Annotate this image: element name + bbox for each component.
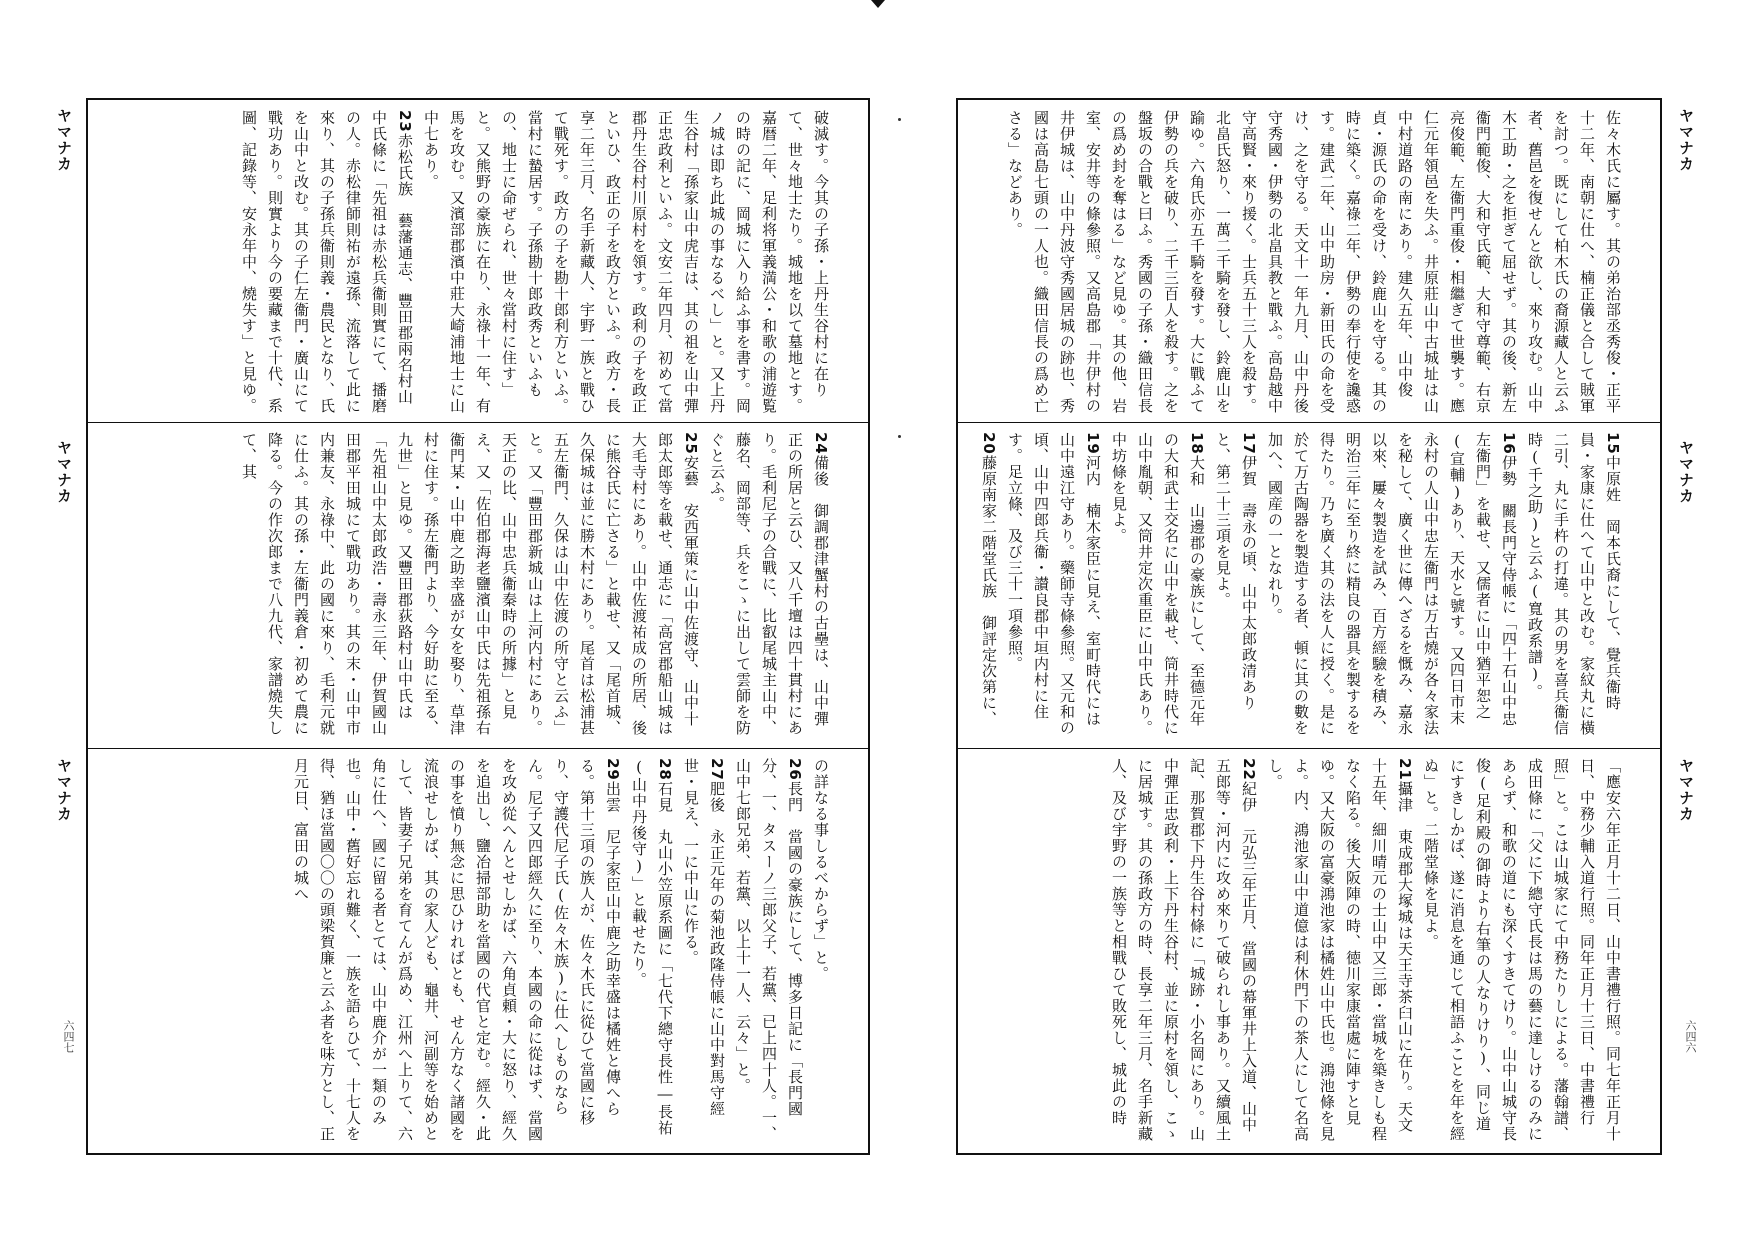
entry-paragraph: 17伊賀 壽永の頃、山中太郎政清ありと、第二十三項を見よ。 [1214,432,1258,711]
entry-number: 15 [1604,432,1622,455]
entry-number: 18 [1188,432,1206,455]
right-band-middle [966,432,1652,738]
entry-paragraph: 22紀伊 元弘三年正月、當國の幕軍井上入道、山中五郎等・河内に攻め來りて破られし事あり。又續風土記、那賀郡下丹生谷村條に「城跡・小名岡にあり。山中彈正忠政利・上下丹生谷村、並に原村を領し、こゝに居城す。其の孫政方の時、長享二年三月、名手新藏人、及び宇野の一族等と相戰ひて敗死し、城此の時 [1110,758,1258,1142]
page-number-right: 六四六 [1684,1020,1697,1053]
section-divider [958,748,1660,749]
entry-paragraph: 24備後 御調郡津蟹村の古壘は、山中彈正の所居と云ひ、又八千壇は四十貫村にあり。毛利尼子の合戰に、比叡尾城主山中、藤名、岡部等、兵をこゝに出して雲師を防ぐと云ふ。 [708,432,830,736]
section-divider [88,748,868,749]
right-band-top [966,110,1652,416]
entry-paragraph: 15中原姓 岡本氏裔にして、覺兵衞時員・家康に仕へて山中と改む。家紋丸に橫二引、丸に手杵の打違。其の男を喜兵衞信時(千之助)と云ふ(寬政系譜)。 [1526,432,1622,736]
entry-paragraph: 26長門 當國の豪族にして、博多日記に「長門國分、一、タスーノ三郎父子、若黨、已上四十人。一、山中七郎兄弟、若黨、以上十一人、云々」と。 [734,758,804,1142]
entry-paragraph: 破滅す。今其の子孫・上丹生谷村に在りて、世々地士たり。城地を以て墓地とす。嘉暦二年、足利将軍義満公・和歌の浦遊覧の時の記に、岡城に入り給ふ事を書す。岡ノ城は即ち此城の事なるべし」と。又上丹生谷村「孫家山中虎吉は、其の祖を山中彈正忠政利といふ。文安二年四月、初めて當郡丹生谷村川原村を領す。政利の子を政正といひ、政正の子を政方といふ。政方・長享二年三月、名手新藏人、宇野一族と戰ひて戰死す。政方の子を勘十郎利方といふ。當村に蟄居す。子孫勘十郎政秀といふもの、地士に命ぜられ、世々當村に住す」と。又熊野の豪族に在り、永祿十一年、有馬を攻む。又濱部郡濱中莊大崎浦地士に山中七あり。 [422,110,830,414]
entry-number: 20 [980,432,998,455]
entry-number: 29 [604,758,622,781]
sidebar-index-label: ヤマナカ [1677,758,1695,822]
entry-number: 17 [1240,432,1258,455]
entry-paragraph: 21攝津 東成郡大塚城は天王寺茶臼山に在り。天文十五年、細川晴元の士山中又三郎・當城を築きしも程なく陷る。後大阪陣の時、徳川家康當處に陣すと見ゆ。又大阪の富豪鴻池家は橘姓山中氏也。鴻池條を見よ。内、鴻池家山中道億は利休門下の茶人にして名高し。 [1266,758,1414,1142]
left-band-bottom [96,758,860,1143]
right-page [956,98,1662,1155]
left-page [86,98,870,1155]
sidebar-index-label: ヤマナカ [55,108,73,172]
section-divider [88,422,868,423]
sidebar-index-label: ヤマナカ [55,440,73,504]
entry-number: 23 [396,110,414,133]
entry-paragraph: 27肥後 永正元年の菊池政隆侍帳に山中對馬守經世・見え、一に中山に作る。 [682,758,726,1117]
entry-paragraph: 29出雲 尼子家臣山中鹿之助幸盛は橘姓と傳へらる。第十三項の族人が、佐々木氏に從ひて當國に移り、守護代尼子氏(佐々木族)に仕へしものならん。尼子又四郎經久に至り、本國の命に從はず、當國を攻め從へんとせしかば、六角貞頼・大に怒り、經久を追出し、鹽冶掃部助を當國の代官と定む。經久・此の事を憤り無念に思ひければとも、せん方なく諸國を流浪せしかば、其の家人ども、龜井、河副等を始めとして、皆妻子兄弟を育てんが爲め、江州へ上りて、六角に仕へ、國に留る者とては、山中鹿介が一類のみ也。山中・舊好忘れ難く、一族を語らひて、十七人を得、猶ほ當國〇〇の頭梁賀廉と云ふ者を味方とし、正月元日、富田の城へ [292,758,622,1142]
entry-number: 28 [656,758,674,781]
entry-paragraph: 28石見 丸山小笠原系圖に「七代下總守長性―長祐(山中丹後守)」と載せたり。 [630,758,674,1136]
entry-number: 27 [708,758,726,781]
entry-number: 26 [786,758,804,781]
sidebar-index-label: ヤマナカ [1677,108,1695,172]
entry-paragraph: 「應安六年正月十二日、山中書禮行照。同七年正月十日、中務少輔入道行照。同年正月十三日、中書禮行照」と。こは山城家にて中務たりしによる。藩翰譜、成田條に「父に下總守氏長は馬の藝に達しけるのみにあらず、和歌の道にも深くすきてけり。山中山城守長俊(足利殿の御時より右筆の人なりけり)、同じ道にすきしかば、遂に消息を通じて相語ふことを年を經ぬ」と。二階堂條を見よ。 [1422,758,1622,1142]
entry-paragraph: 佐々木氏に屬す。其の弟治部丞秀俊・正平十二年、南朝に仕へ、楠正儀と合して賊軍を討つ。既にして柏木氏の裔源藏人と云ふ者、舊邑を復せんと欲し、來り攻む。山中木工助・之を拒ぎて屈せず。其の後、新左衞門範俊、大和守氏範、大和守尊範、右京亮俊範、左衞門重俊・相繼ぎて世襲す。應仁元年領邑を失ふ。井原莊山中古城址は山中村道路の南にあり。建久五年、山中俊貞・源氏の命を受け、鈴鹿山を守る。其の時に築く。嘉祿二年、伊勢の奉行使を讒惑す。建武二年、山中助房・新田氏の命を受け、之を守る。天文十一年九月、山中丹後守秀國・伊勢の北畠具教と戰ふ。高島越中守高賢・來り援く。士兵五十三人を殺す。北畠氏怒り、一萬二千騎を發し、鈴鹿山を踰ゆ。六角氏亦五千騎を發す。大に戰ふて伊勢の兵を破り、二千三百人を殺す。之を盤坂の合戰と曰ふ。秀國の子孫・織田信長の爲め封を奪はる」など見ゆ。其の他、岩室、安井等の條參照。又高島郡「井伊村の井伊城は、山中丹波守秀國居城の跡也、秀國は高島七頭の一人也。織田信長の爲め亡さる」などあり。 [1006,110,1622,414]
sidebar-index-label: ヤマナカ [55,758,73,822]
entry-number: 16 [1500,432,1518,455]
page-number-left: 六四七 [62,1020,75,1053]
print-speck [898,118,901,121]
entry-paragraph: 20藤原南家二階堂氏族 御評定次第に、 [980,432,998,727]
left-band-top [96,110,860,416]
entry-number: 21 [1396,758,1414,781]
sidebar-index-label: ヤマナカ [1677,440,1695,504]
entry-paragraph: 19河内 楠木家臣に見え、室町時代には山中遠江守あり。藥師寺條參照。又元和の頃、山中四郎兵衞・讃良郡中垣内村に住す。足立條、及び三十一項參照。 [1006,432,1102,736]
entry-number: 19 [1084,432,1102,455]
entry-paragraph: 23赤松氏族 藝藩通志、豐田郡兩名村山中氏條に「先祖は赤松兵衞則實にて、播磨の人。赤松律師則祐が遠孫、流落して此に來り、其の子孫兵衞則義・農民となり、氏を山中と改む。其の子仁左衞門・廣山にて戰功あり。則實より今の要藏まで十代、系圖、記錄等、安永年中、燒失す」と見ゆ。 [240,110,414,414]
entry-paragraph: の詳なる事しるべからず」と。 [812,758,830,982]
entry-paragraph: 18大和 山邊郡の豪族にして、至德元年の大和武士交名に山中を載せ、筒井時代に山中胤朝、又筒井定次重臣に山中氏あり。中坊條を見よ。 [1110,432,1206,736]
top-center-mark [871,0,885,8]
entry-number: 24 [812,432,830,455]
right-band-bottom [966,758,1652,1143]
print-speck [898,435,901,438]
entry-number: 22 [1240,758,1258,781]
entry-paragraph: 25安藝 安西軍策に山中佐渡守、山中十郎太郎等を載せ、通志に「高宮郡船山城は大毛寺村にあり。山中佐渡祐成の所居、後に熊谷氏に亡さる」と載せ、又「尾首城、久保城は並に勝木村にあり。尾首は松浦甚五左衞門、久保は山中佐渡の所守と云ふ」と。又「豐田郡新城山は上河内村にあり。天正の比、山中忠兵衞秦時の所據」と見え、又「佐伯郡海老鹽濱山中氏は先祖孫右衞門某・山中鹿之助幸盛が女を娶り、草津村に住す。孫左衞門より、今好助に至る、九世」と見ゆ。又豐田郡荻路村山中氏は「先祖山中太郎政浩・壽永三年、伊賀國山田郡平田城にて戰功あり。其の末・山中市内兼友、永祿中、此の國に來り、毛利元就に仕ふ。其の孫・左衞門義倉・初めて農に降る。今の作次郎まで八九代、家譜燒失して、其 [240,432,700,736]
entry-paragraph: 16伊勢 關長門守侍帳に「四十石山中忠左衞門」を載せ、又儒者に山中猶平恕之(宣輔)あり、天水と號す。又四日市末永村の人山中忠左衞門は万古燒が各々家法を秘して、廣く世に傳へざるを慨み、嘉永以來、屢々製造を試み、百方經驗を積み、明治三年に至り終に精良の器具を製するを得たり。乃ち廣く其の法を人に授く。是に於て万古陶器を製造する者、頓に其の數を加へ、國産の一となれり。 [1266,432,1518,736]
left-band-middle [96,432,860,738]
entry-number: 25 [682,432,700,455]
section-divider [958,422,1660,423]
